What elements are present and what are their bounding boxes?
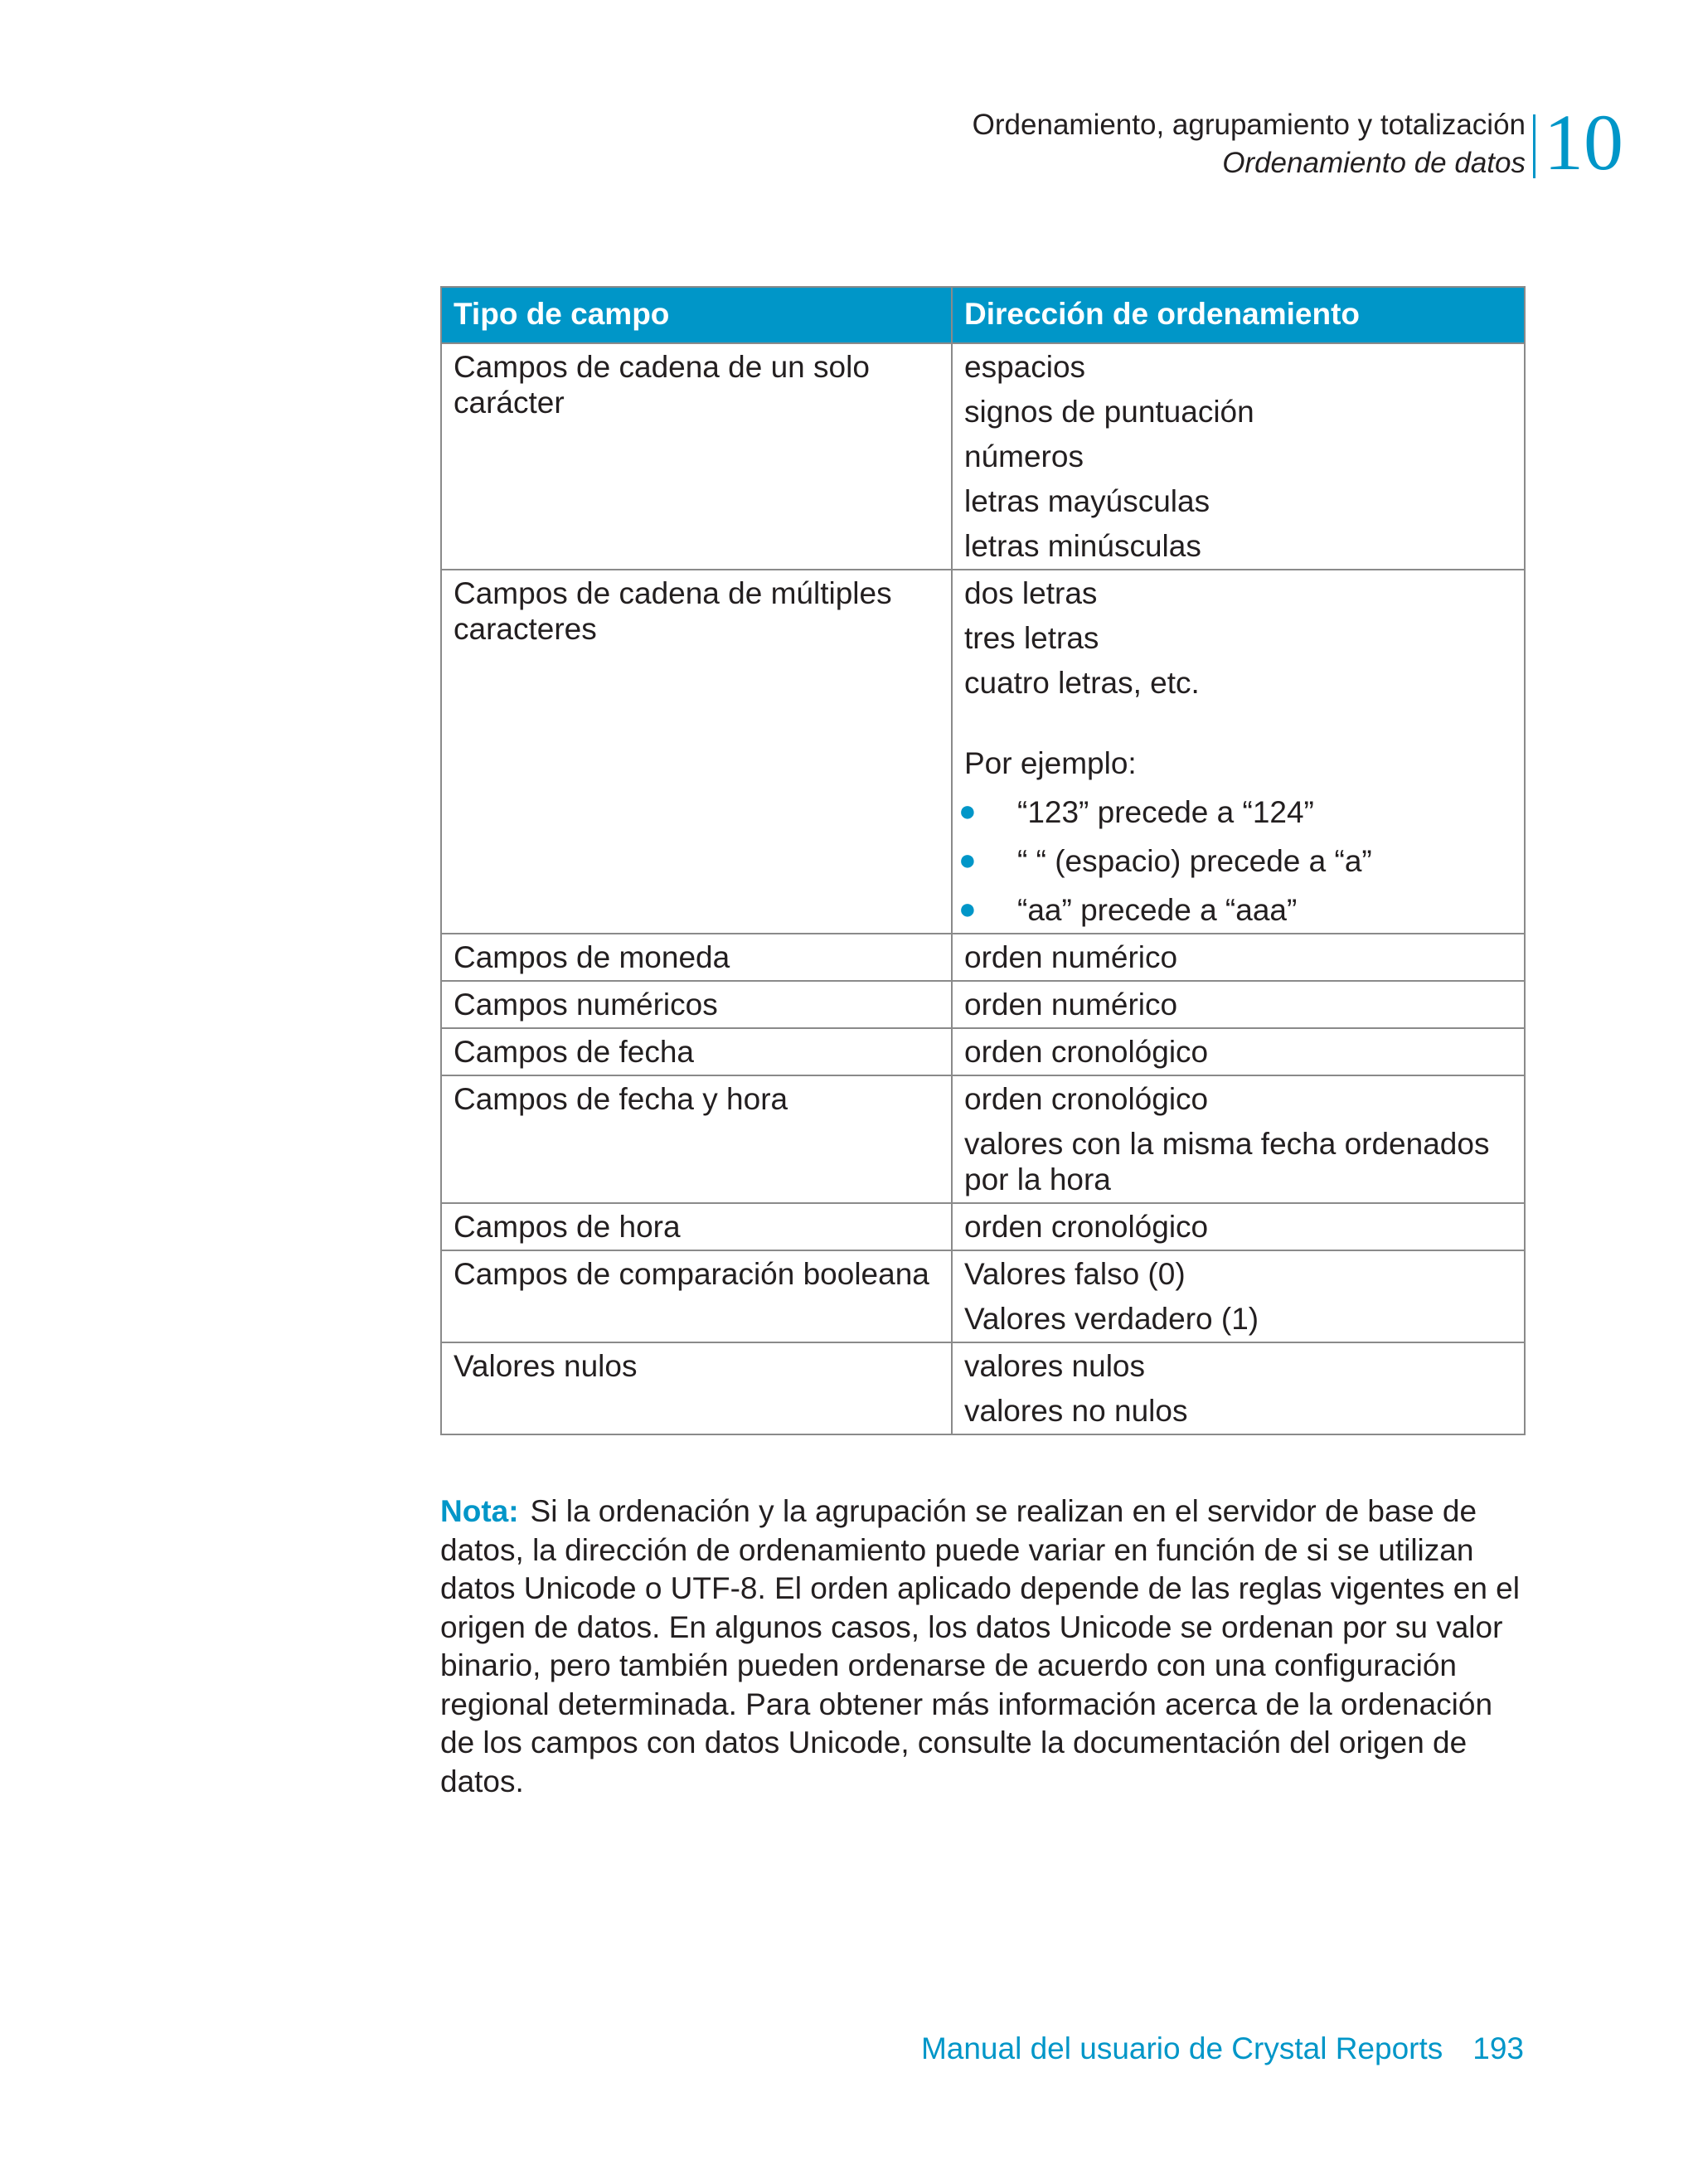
chapter-title: Ordenamiento, agrupamiento y totalización xyxy=(972,109,1526,141)
chapter-number: 10 xyxy=(1544,98,1623,187)
field-type-cell: Campos de moneda xyxy=(441,934,952,981)
field-type-cell: Campos de fecha xyxy=(441,1028,952,1075)
direction-item: Valores verdadero (1) xyxy=(964,1302,1259,1336)
sort-direction-cell xyxy=(952,934,1525,981)
example-text: “123” precede a “124” xyxy=(1017,795,1314,829)
direction-item: cuatro letras, etc. xyxy=(964,666,1200,700)
sort-direction-cell xyxy=(952,1250,1525,1342)
direction-item: orden cronológico xyxy=(964,1210,1209,1244)
manual-title: Manual del usuario de Crystal Reports xyxy=(920,2031,1443,2065)
example-intro: Por ejemplo: xyxy=(964,746,1137,780)
direction-item: valores con la misma fecha ordenados por la hora xyxy=(964,1127,1490,1196)
column-header-sort-direction: Dirección de ordenamiento xyxy=(952,287,1525,343)
sort-direction-table xyxy=(440,286,1526,1435)
field-type-cell: Campos de comparación booleana xyxy=(441,1250,952,1342)
direction-item: orden cronológico xyxy=(964,1035,1209,1069)
field-type-cell: Valores nulos xyxy=(441,1342,952,1434)
table-row xyxy=(441,1075,1525,1203)
sort-direction-cell xyxy=(952,570,1525,934)
field-type-cell: Campos de fecha y hora xyxy=(441,1075,952,1203)
field-type-cell: Campos de cadena de múltiples caracteres xyxy=(441,570,952,934)
direction-item: tres letras xyxy=(964,621,1099,655)
bullet-dot-icon: ● xyxy=(958,891,977,925)
list-item xyxy=(958,794,1512,830)
direction-item: letras minúsculas xyxy=(964,529,1201,563)
table-row xyxy=(441,1250,1525,1342)
direction-item: orden numérico xyxy=(964,988,1178,1022)
table-row xyxy=(441,1203,1525,1250)
running-header xyxy=(531,106,1526,182)
table-row xyxy=(441,934,1525,981)
field-type-cell: Campos de cadena de un solo carácter xyxy=(441,343,952,570)
bullet-dot-icon: ● xyxy=(958,794,977,827)
direction-item: espacios xyxy=(964,350,1086,384)
sort-direction-cell xyxy=(952,981,1525,1028)
table-row xyxy=(441,570,1525,934)
chapter-divider xyxy=(1533,114,1535,178)
sort-direction-cell xyxy=(952,1203,1525,1250)
table-row xyxy=(441,1028,1525,1075)
list-item xyxy=(958,842,1512,879)
example-list xyxy=(958,794,1512,928)
sort-direction-cell xyxy=(952,1075,1525,1203)
direction-item: números xyxy=(964,439,1084,473)
table-row xyxy=(441,981,1525,1028)
note-paragraph xyxy=(440,1492,1526,1801)
example-text: “aa” precede a “aaa” xyxy=(1017,893,1298,927)
field-type-cell: Campos numéricos xyxy=(441,981,952,1028)
spacer xyxy=(964,701,1512,745)
direction-item: Valores falso (0) xyxy=(964,1257,1186,1291)
direction-item: letras mayúsculas xyxy=(964,484,1210,518)
note-label: Nota: xyxy=(440,1494,519,1528)
direction-item: signos de puntuación xyxy=(964,395,1254,429)
table-row xyxy=(441,1342,1525,1434)
sort-direction-cell xyxy=(952,1028,1525,1075)
table-header-row xyxy=(441,287,1525,343)
sort-direction-cell xyxy=(952,1342,1525,1434)
sort-direction-cell xyxy=(952,343,1525,570)
column-header-field-type: Tipo de campo xyxy=(441,287,952,343)
direction-item: valores nulos xyxy=(964,1349,1146,1383)
section-title: Ordenamiento de datos xyxy=(1222,147,1526,179)
direction-item: orden numérico xyxy=(964,940,1178,974)
example-text: “ “ (espacio) precede a “a” xyxy=(1017,844,1372,878)
direction-item: dos letras xyxy=(964,576,1098,610)
direction-item: valores no nulos xyxy=(964,1394,1188,1428)
note-text: Si la ordenación y la agrupación se realizan en el servidor de base de datos, la dirección de ordenamiento puede variar en función de si se utilizan datos Unicode o UTF-8. El orden aplicado depende de las reglas vigentes en el origen de datos. En algunos casos, los datos Unicode se ordenan por su valor binario, pero también pueden ordenarse de acuerdo con una configuración regional determinada. Para obtener más información acerca de la ordenación de los campos con datos Unicode, consulte la documentación del origen de datos. xyxy=(440,1494,1520,1798)
table-row xyxy=(441,343,1525,570)
bullet-dot-icon: ● xyxy=(958,842,977,876)
page-footer xyxy=(921,2030,1524,2068)
page-number: 193 xyxy=(1472,2031,1524,2065)
direction-item: orden cronológico xyxy=(964,1082,1209,1116)
list-item xyxy=(958,891,1512,928)
field-type-cell: Campos de hora xyxy=(441,1203,952,1250)
